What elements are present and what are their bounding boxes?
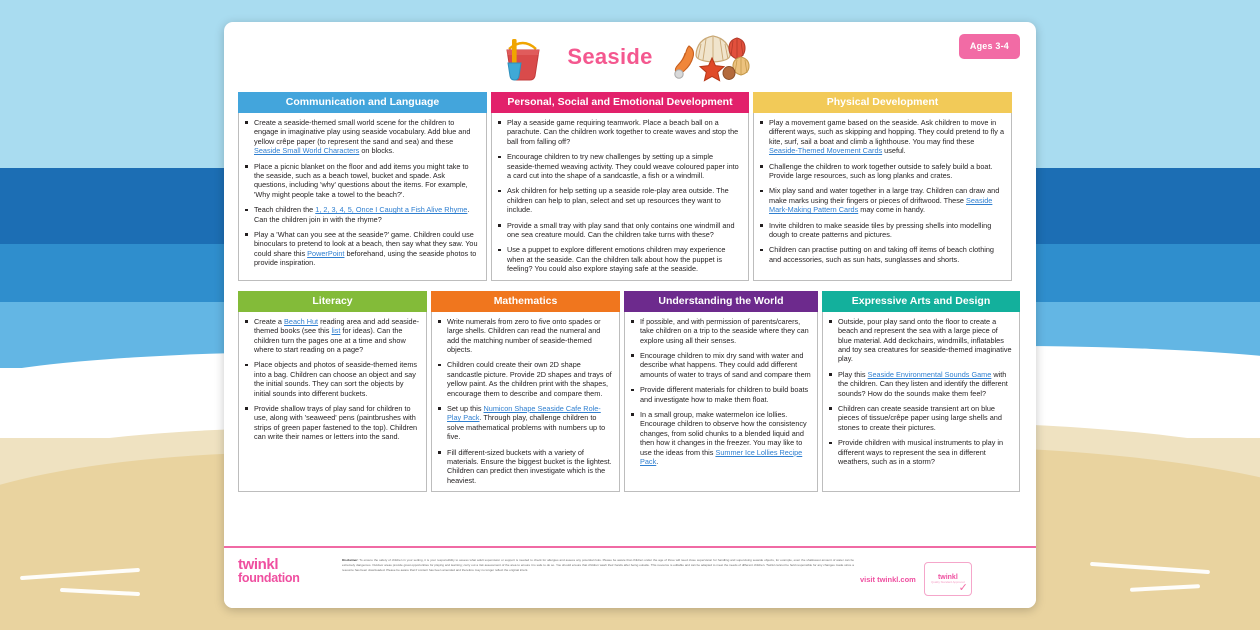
panel-understanding-the-world — [624, 291, 818, 493]
twinkl-foundation-logo — [224, 548, 342, 585]
stamp-title: twinkl — [937, 573, 958, 581]
resource-link[interactable]: list — [331, 326, 341, 336]
panel-heading-understanding-the-world: Understanding the World — [624, 291, 818, 312]
activity-item: Create a Beach Hut reading area and add seaside-themed books (see this list for ideas). Can the children turn the pages one at a time and show where to start reading on a page? — [243, 317, 420, 355]
panel-communication-and-language — [238, 92, 487, 281]
panel-body-understanding-the-world — [624, 312, 818, 493]
panel-body-personal-social-and-emotional-development — [491, 113, 749, 281]
disclaimer-text — [342, 548, 860, 574]
activity-list-physical-development — [758, 118, 1005, 264]
activity-item: Write numerals from zero to five onto spades or large shells. Children can read the numeral and add the matching number of seaside-themed objects. — [436, 317, 613, 355]
activity-list-mathematics — [436, 317, 613, 486]
twinkl-logo-word: twinkl — [238, 556, 279, 573]
resource-link[interactable]: Seaside Small World Characters — [254, 146, 360, 156]
title-row — [224, 22, 1036, 92]
page-footer — [224, 546, 1036, 608]
activity-item: Fill different-sized buckets with a variety of materials. Ensure the biggest bucket is the lightest. Children can predict then investigate which is the heaviest. — [436, 448, 613, 486]
foundation-logo-word: foundation — [238, 571, 300, 585]
panel-physical-development — [753, 92, 1012, 281]
activity-list-understanding-the-world — [629, 317, 811, 467]
resource-link[interactable]: 1, 2, 3, 4, 5, Once I Caught a Fish Alive Rhyme — [315, 205, 468, 215]
bucket-and-spade-icon — [501, 33, 547, 81]
panel-mathematics — [431, 291, 620, 493]
panel-literacy — [238, 291, 427, 493]
activity-item: Provide shallow trays of play sand for children to use, along with 'seaweed' pens (paintbrushes with strips of green paper fastened to the top). Children can write their names or letters into the sand. — [243, 404, 420, 442]
activity-item: Provide a small tray with play sand that only contains one windmill and one sea creature mould. Can the children take turns with these? — [496, 221, 742, 240]
activity-item: Encourage children to try new challenges by setting up a simple seaside-themed weaving activity. They could weave coloured paper into a card cut into the shape of a sandcastle, a fish or a windmill. — [496, 152, 742, 180]
resource-link[interactable]: Seaside-Themed Movement Cards — [769, 146, 883, 156]
subject-row-1 — [238, 92, 1022, 281]
seashells-and-starfish-icon — [673, 32, 759, 82]
panel-heading-literacy: Literacy — [238, 291, 427, 312]
stamp-subtitle: Quality Standard Approved — [931, 579, 965, 584]
activity-list-literacy — [243, 317, 420, 442]
activity-list-communication-and-language — [243, 118, 480, 268]
activity-item: Provide different materials for children to build boats and investigate how to make them float. — [629, 385, 811, 404]
activity-item: Play a 'What can you see at the seaside?' game. Children could use binoculars to pretend to look at a beach, then say what they saw. You could share this PowerPoint beforehand, using the seaside photos to provide inspiration. — [243, 230, 480, 268]
panel-expressive-arts-and-design — [822, 291, 1020, 493]
panel-heading-physical-development: Physical Development — [753, 92, 1012, 113]
activity-item: Play this Seaside Environmental Sounds Game with the children. Can they listen and identify the different sounds? How do the sounds make them feel? — [827, 370, 1013, 398]
activity-item: Children can practise putting on and taking off items of beach clothing and accessories, such as sun hats, sunglasses and shorts. — [758, 245, 1005, 264]
disclaimer-label: Disclaimer: — [342, 558, 359, 562]
activity-item: In a small group, make watermelon ice lollies. Encourage children to observe how the consistency changes, from solid chunks to a blended liquid and then how it changes in the freezer. You may like to use the ideas from this Summer Ice Lollies Recipe Pack. — [629, 410, 811, 466]
activity-item: Place objects and photos of seaside-themed items into a bag. Children can choose an object and say the initial sounds. They can sort the objects by initial sounds into different buckets. — [243, 360, 420, 398]
activity-item: Place a picnic blanket on the floor and add items you might take to the seaside, such as a beach towel, bucket and spade. Ask questions, including 'why' questions about the items. For example, 'Why might people take a towel to the beach?'. — [243, 162, 480, 200]
page-title: Seaside — [567, 44, 653, 69]
activity-item: Challenge the children to work together outside to safely build a boat. Provide large resources, such as long planks and crates. — [758, 162, 1005, 181]
quality-standard-stamp — [924, 562, 972, 596]
resource-link[interactable]: Beach Hut — [284, 316, 319, 326]
activity-item: Mix play sand and water together in a large tray. Children can draw and make marks using their fingers or pieces of driftwood. These Seaside Mark-Making Pattern Cards may come in handy. — [758, 186, 1005, 214]
panel-body-literacy — [238, 312, 427, 493]
panel-body-mathematics — [431, 312, 620, 493]
resource-link[interactable]: Summer Ice Lollies Recipe Pack — [640, 447, 803, 466]
activity-item: Children could create their own 2D shape sandcastle picture. Provide 2D shapes and trays of yellow paint. As the children print with the shapes, encourage them to describe and compare them. — [436, 360, 613, 398]
panel-body-expressive-arts-and-design — [822, 312, 1020, 493]
age-badge: Ages 3-4 — [959, 34, 1020, 59]
disclaimer-body: To ensure the safety of children in your setting, it is your responsibility to assess what adult supervision or support is needed to check for allergies and assess any potential risks. Please be aware that children under the age of three will need close supervision for handling and supervising seaside objects, for example, even the shallowest amount of water can be extremely dangerous. Outdoor areas provide great opportunities for playing and learning; carry out a risk assessment of the area to ensure it is safe to do so. You should ensure that children wash their hands after being outside. This resource is editable and can be adapted to meet the needs of different children. Twinkl cannot be held responsible for any changes made since a resource has been downloaded. Please be aware that if content has been amended and therefore may no longer reflect the original intent. — [342, 558, 855, 573]
activity-item: Create a seaside-themed small world scene for the children to engage in imaginative play using seaside vocabulary. Add blue and yellow crêpe paper (to represent the sand and sea) and these Seaside Small World Characters on blocks. — [243, 118, 480, 156]
panel-personal-social-and-emotional-development — [491, 92, 749, 281]
activity-item: Play a movement game based on the seaside. Ask children to move in different ways, such as skipping and hopping. They could pretend to fly a kite, surf, sail a boat and climb a lighthouse. You may find these Seaside-Themed Movement Cards useful. — [758, 118, 1005, 156]
activity-item: Use a puppet to explore different emotions children may experience when at the seaside. Can the children talk about how the puppet is feeling? You could also explore staying safe at the seaside. — [496, 245, 742, 273]
resource-link[interactable]: Seaside Mark-Making Pattern Cards — [769, 195, 993, 215]
activity-item: Ask children for help setting up a seaside role-play area outside. The children can help to plan, select and set up resources they want to include. — [496, 186, 742, 214]
activity-item: Invite children to make seaside tiles by pressing shells into modelling dough to create patterns and pictures. — [758, 221, 1005, 240]
activity-item: Outside, pour play sand onto the floor to create a beach and represent the sea with a large piece of blue material. Add deckchairs, windmills, inflatables and toy sea creatures for seaside-themed imaginative play. — [827, 317, 1013, 364]
resource-link[interactable]: Numicon Shape Seaside Cafe Role-Play Pack — [447, 403, 601, 423]
panel-heading-communication-and-language: Communication and Language — [238, 92, 487, 113]
activity-list-expressive-arts-and-design — [827, 317, 1013, 467]
resource-link[interactable]: PowerPoint — [307, 248, 345, 258]
panel-body-communication-and-language — [238, 113, 487, 281]
activity-list-personal-social-and-emotional-development — [496, 118, 742, 274]
activity-item: Teach children the 1, 2, 3, 4, 5, Once I Caught a Fish Alive Rhyme. Can the children join in with the rhyme? — [243, 205, 480, 224]
footer-right-group — [860, 548, 1036, 596]
activity-item: Play a seaside game requiring teamwork. Place a beach ball on a parachute. Can the children work together to create waves and stop the ball from falling off? — [496, 118, 742, 146]
subject-row-2 — [238, 291, 1022, 493]
visit-twinkl-link[interactable]: visit twinkl.com — [860, 574, 916, 584]
check-icon: ✓ — [958, 582, 968, 594]
activity-item: Set up this Numicon Shape Seaside Cafe Role-Play Pack. Through play, challenge children to solve mathematical problems with numbers up to five. — [436, 404, 613, 442]
subject-grid — [224, 92, 1036, 492]
panel-heading-mathematics: Mathematics — [431, 291, 620, 312]
activity-item: Encourage children to mix dry sand with water and describe what happens. They could add different amounts of water to trays of sand and compare them — [629, 351, 811, 379]
activity-sheet — [224, 22, 1036, 608]
panel-body-physical-development — [753, 113, 1012, 281]
panel-heading-expressive-arts-and-design: Expressive Arts and Design — [822, 291, 1020, 312]
activity-item: Provide children with musical instruments to play in different ways to represent the sea in different weathers, such as in a storm? — [827, 438, 1013, 466]
resource-link[interactable]: Seaside Environmental Sounds Game — [867, 369, 992, 379]
activity-item: If possible, and with permission of parents/carers, take children on a trip to the seaside where they can explore using all their senses. — [629, 317, 811, 345]
activity-item: Children can create seaside transient art on blue pieces of tissue/crêpe paper using large shells and stones to create their pictures. — [827, 404, 1013, 432]
panel-heading-personal-social-and-emotional-development: Personal, Social and Emotional Development — [491, 92, 749, 113]
